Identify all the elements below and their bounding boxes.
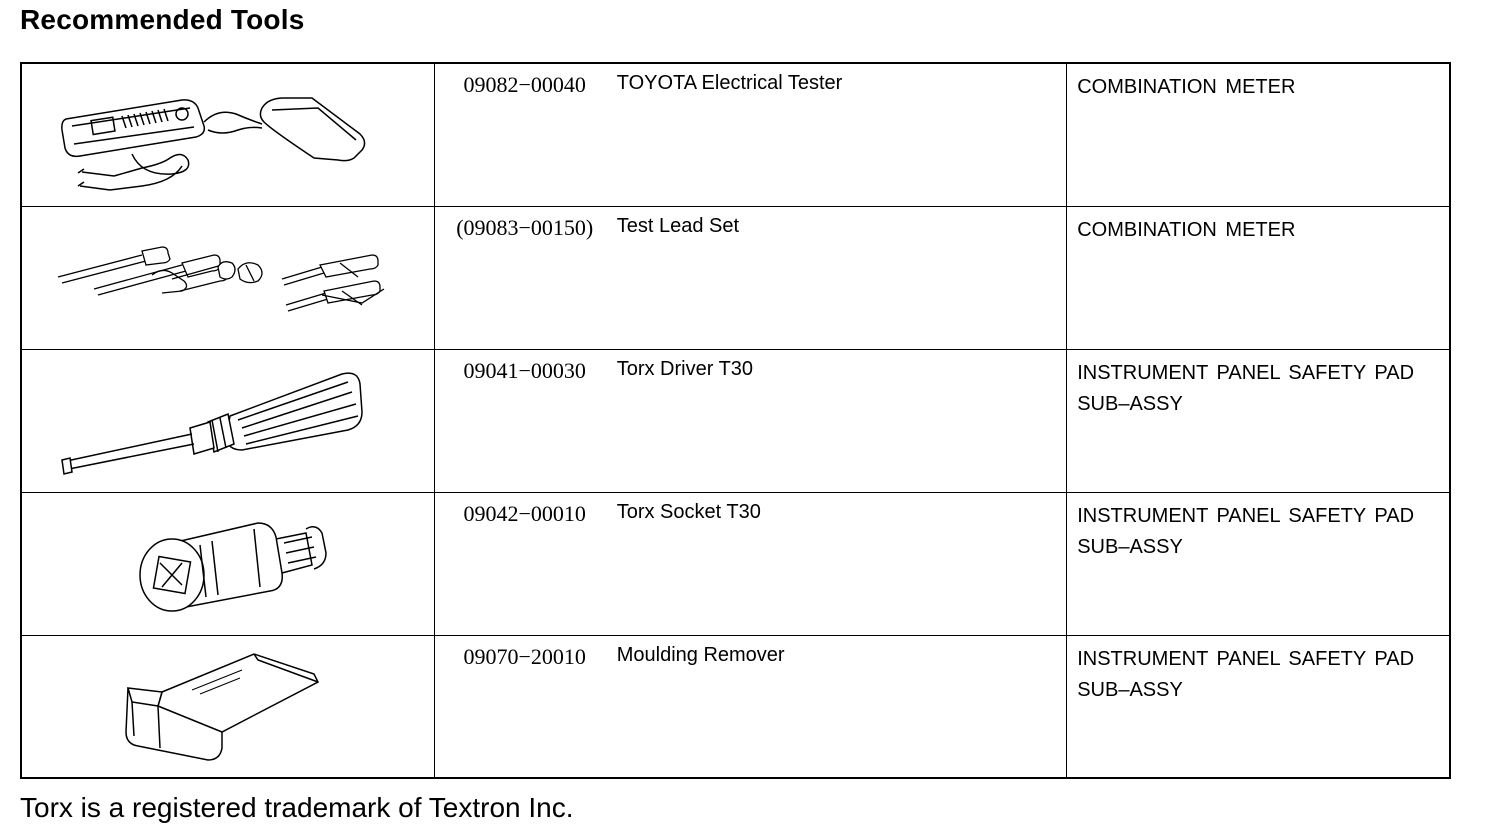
tool-part-cell xyxy=(434,349,1067,492)
tool-usage-cell xyxy=(1067,492,1450,635)
tool-name: Test Lead Set xyxy=(616,214,740,237)
tool-name: TOYOTA Electrical Tester xyxy=(616,72,843,94)
tool-illustration-cell xyxy=(21,349,434,492)
tool-usage-cell xyxy=(1067,63,1450,206)
tool-usage-cell xyxy=(1067,206,1450,349)
tool-name: Torx Socket T30 xyxy=(616,500,761,523)
part-number: 09082−00040 xyxy=(463,72,586,97)
electrical-tester-icon xyxy=(22,64,436,206)
torx-driver-icon xyxy=(22,350,436,492)
tool-part-cell xyxy=(434,635,1067,778)
table-row xyxy=(21,635,1450,778)
tool-illustration-cell xyxy=(21,206,434,349)
tool-usage: SUB–ASSY xyxy=(1077,392,1183,415)
tool-illustration-cell xyxy=(21,63,434,206)
tool-name: Torx Driver T30 xyxy=(616,357,754,380)
tool-usage: SUB–ASSY xyxy=(1077,535,1183,558)
part-number: 09042−00010 xyxy=(463,500,586,526)
tool-usage: INSTRUMENT PANEL SAFETY PAD xyxy=(1077,504,1415,527)
part-number: (09083−00150) xyxy=(456,214,594,240)
part-number: 09041−00030 xyxy=(463,357,586,383)
moulding-remover-icon xyxy=(22,636,436,778)
tool-name: Moulding Remover xyxy=(616,643,785,666)
tool-usage: INSTRUMENT PANEL SAFETY PAD xyxy=(1077,361,1415,384)
tool-part-cell xyxy=(434,492,1067,635)
table-row xyxy=(21,206,1450,349)
tool-usage: COMBINATION METER xyxy=(1077,218,1296,241)
tool-part-cell xyxy=(434,206,1067,349)
part-number: 09070−20010 xyxy=(463,643,586,669)
tool-usage-cell xyxy=(1067,635,1450,778)
tools-table xyxy=(20,62,1451,779)
tool-part-cell xyxy=(434,63,1067,206)
page-title: Recommended Tools xyxy=(20,4,305,35)
tool-usage: SUB–ASSY xyxy=(1077,678,1183,701)
tool-usage-cell xyxy=(1067,349,1450,492)
table-row xyxy=(21,349,1450,492)
tool-usage: COMBINATION METER xyxy=(1077,76,1296,98)
table-row xyxy=(21,63,1450,206)
torx-socket-icon xyxy=(22,493,436,635)
tool-illustration-cell xyxy=(21,635,434,778)
table-row xyxy=(21,492,1450,635)
tool-illustration-cell xyxy=(21,492,434,635)
tool-usage: INSTRUMENT PANEL SAFETY PAD xyxy=(1077,647,1415,670)
test-lead-set-icon xyxy=(22,207,436,349)
trademark-note: Torx is a registered trademark of Textron Inc. xyxy=(20,792,574,823)
